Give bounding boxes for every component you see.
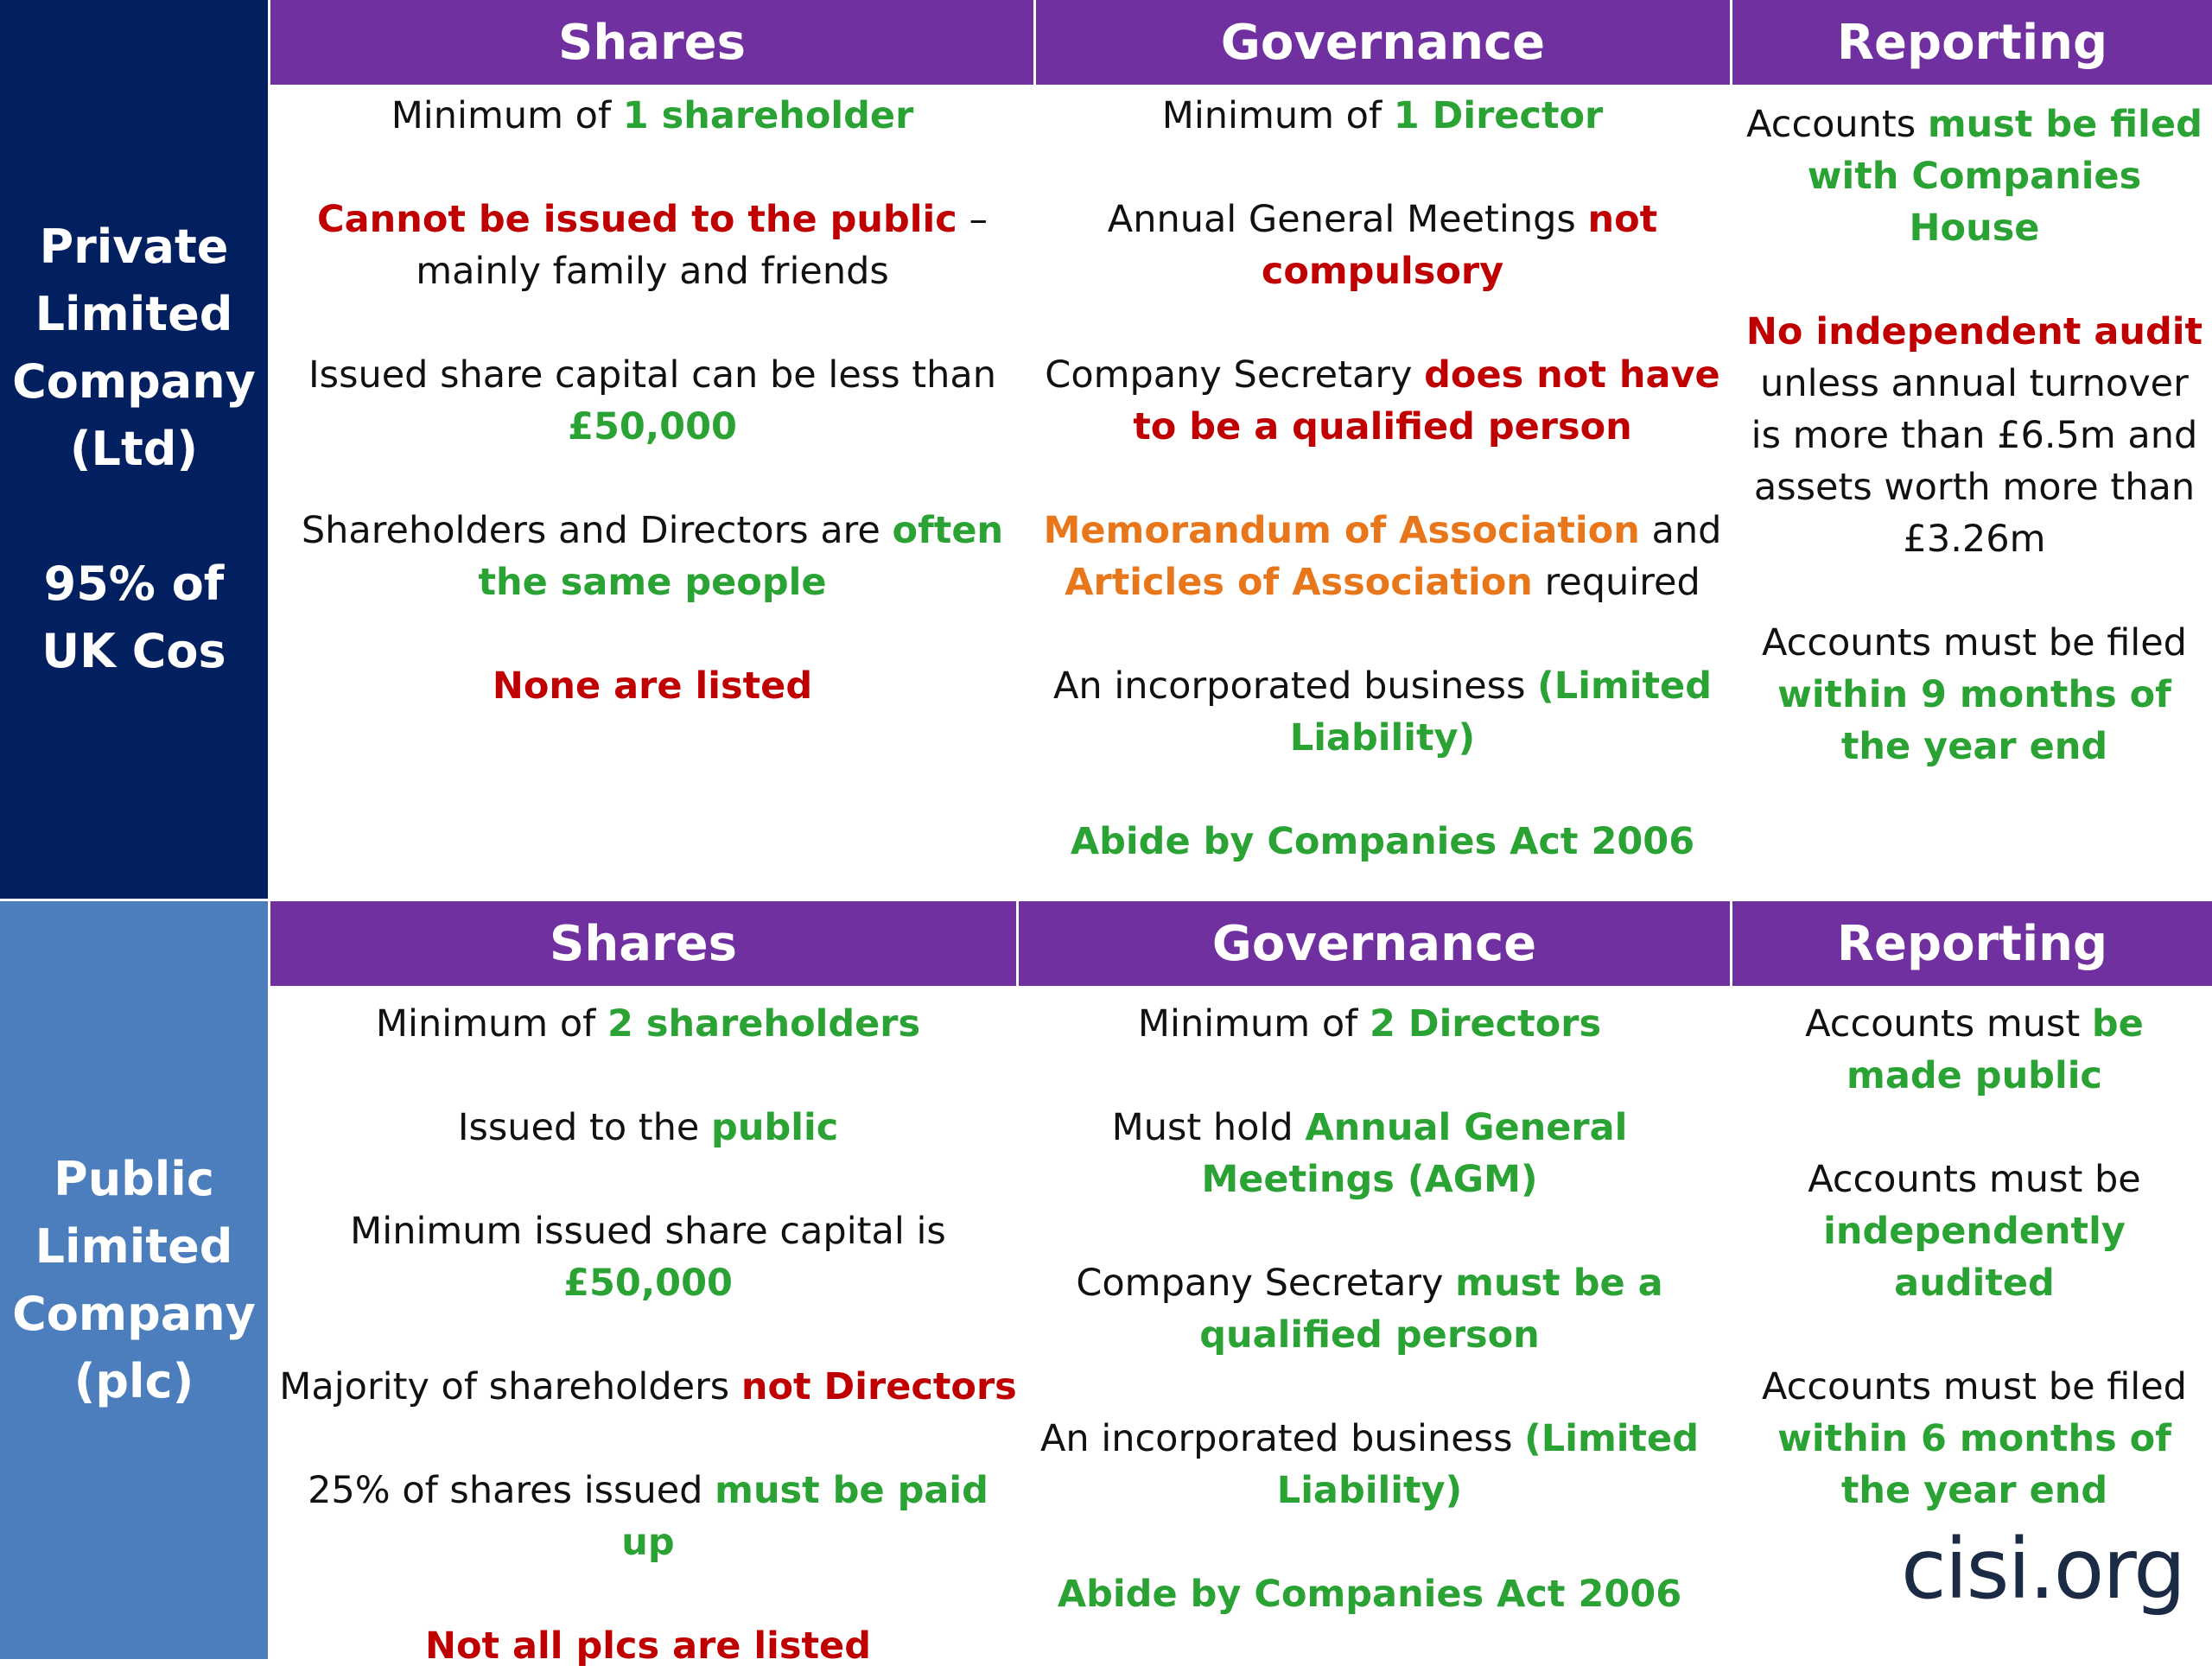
text-segment: Accounts must — [1805, 1002, 2092, 1046]
public-side-line: Company — [12, 1286, 256, 1341]
private-side-line: Private — [39, 219, 229, 274]
text-segment: 2 shareholders — [607, 1002, 921, 1046]
text-segment: Company Secretary — [1045, 353, 1425, 397]
text-segment: does not have to be a qualified person — [1133, 353, 1720, 448]
text-segment: £50,000 — [568, 405, 737, 448]
text-segment: Accounts must be — [1808, 1158, 2141, 1201]
bullet-paragraph — [1028, 1102, 1711, 1205]
text-segment: 1 shareholder — [622, 94, 914, 137]
text-segment: An incorporated business — [1053, 664, 1538, 708]
text-segment: Company Secretary — [1076, 1262, 1456, 1305]
bullet-paragraph — [276, 1102, 1020, 1154]
bullet-paragraph — [1028, 1257, 1711, 1361]
text-segment: Minimum of — [391, 94, 623, 137]
private-reporting-header: Reporting — [1732, 0, 2212, 85]
text-segment: independently audited — [1823, 1210, 2126, 1305]
text-segment: 1 Director — [1393, 94, 1604, 137]
bullet-paragraph — [276, 194, 1028, 297]
text-segment: £50,000 — [563, 1262, 733, 1305]
text-segment: Accounts must be filed — [1762, 1365, 2187, 1408]
bullet-paragraph — [1037, 194, 1728, 297]
text-segment: Minimum issued share capital is — [350, 1210, 946, 1253]
bullet-paragraph — [1037, 505, 1728, 608]
text-segment: Cannot be issued to the public — [317, 198, 957, 241]
text-segment: unless annual turnover is more than £6.5m and assets worth more than £3.26m — [1751, 362, 2198, 561]
text-segment: No independent audit — [1745, 310, 2203, 353]
bullet-paragraph — [1028, 1413, 1711, 1516]
text-segment: Majority of shareholders — [279, 1365, 741, 1408]
text-segment: Issued to the — [457, 1106, 712, 1149]
text-segment: Minimum of — [1161, 94, 1394, 137]
private-reporting-column — [1745, 99, 2203, 772]
text-segment: 25% of shares issued — [308, 1469, 715, 1512]
bullet-paragraph — [1745, 1361, 2203, 1516]
text-segment: Must hold — [1111, 1106, 1306, 1149]
public-governance-column — [1028, 998, 1711, 1620]
bullet-paragraph — [1745, 306, 2203, 565]
text-segment: often the same people — [478, 509, 1004, 604]
text-segment: not compulsory — [1261, 198, 1658, 293]
text-segment: must be filed with Companies House — [1807, 103, 2202, 250]
text-segment: Articles of Association — [1065, 561, 1533, 604]
public-reporting-header: Reporting — [1732, 901, 2212, 986]
private-side-line: Limited — [35, 287, 233, 341]
text-segment: Accounts must be filed — [1762, 621, 2187, 664]
text-segment: (Limited Liability) — [1289, 664, 1712, 760]
bullet-paragraph — [1037, 816, 1728, 868]
bullet-paragraph — [1037, 90, 1728, 142]
text-segment: (Limited Liability) — [1276, 1417, 1699, 1512]
bullet-paragraph — [276, 505, 1028, 608]
text-segment: required — [1532, 561, 1700, 604]
text-segment: must be a qualified person — [1199, 1262, 1663, 1357]
private-company-label — [0, 0, 268, 899]
private-governance-header: Governance — [1036, 0, 1730, 85]
text-segment: Shareholders and Directors are — [301, 509, 893, 552]
text-segment: 2 Directors — [1369, 1002, 1602, 1046]
text-segment: within 9 months of the year end — [1777, 673, 2171, 768]
text-segment: must be paid up — [621, 1469, 988, 1564]
bullet-paragraph — [1745, 1154, 2203, 1309]
bullet-paragraph — [1745, 99, 2203, 254]
bullet-paragraph — [276, 1620, 1020, 1672]
private-side-stat: 95% of — [43, 556, 225, 611]
text-segment: None are listed — [492, 664, 813, 708]
public-company-label — [0, 901, 268, 1659]
bullet-paragraph — [1037, 660, 1728, 764]
bullet-paragraph — [1745, 998, 2203, 1102]
bullet-paragraph — [276, 90, 1028, 142]
private-side-stat: UK Cos — [41, 624, 226, 678]
text-segment: Abide by Companies Act 2006 — [1057, 1573, 1682, 1616]
bullet-paragraph — [1745, 617, 2203, 772]
public-governance-header: Governance — [1019, 901, 1730, 986]
text-segment: Minimum of — [375, 1002, 607, 1046]
text-segment: An incorporated business — [1040, 1417, 1525, 1460]
public-reporting-column — [1745, 998, 2203, 1516]
text-segment: – mainly family and friends — [416, 198, 988, 293]
bullet-paragraph — [276, 660, 1028, 712]
bullet-paragraph — [276, 1361, 1020, 1413]
text-segment: not Directors — [741, 1365, 1017, 1408]
bullet-paragraph — [276, 998, 1020, 1050]
text-segment: Annual General Meetings — [1107, 198, 1588, 241]
text-segment: within 6 months of the year end — [1777, 1417, 2171, 1512]
text-segment: be made public — [1847, 1002, 2144, 1097]
cisi-logo: cisi.org — [1901, 1521, 2185, 1618]
bullet-paragraph — [1037, 349, 1728, 453]
text-segment: Annual General Meetings (AGM) — [1201, 1106, 1628, 1201]
private-shares-header: Shares — [270, 0, 1033, 85]
text-segment: Memorandum of Association — [1043, 509, 1640, 552]
text-segment: Abide by Companies Act 2006 — [1070, 820, 1695, 863]
private-side-line: Company — [12, 354, 256, 409]
text-segment: public — [711, 1106, 839, 1149]
private-governance-column — [1037, 90, 1728, 868]
public-side-line: (plc) — [73, 1353, 194, 1408]
text-segment: Issued share capital can be less than — [308, 353, 996, 397]
bullet-paragraph — [276, 349, 1028, 453]
private-shares-column — [276, 90, 1028, 712]
private-side-line: (Ltd) — [69, 422, 199, 476]
text-segment: Minimum of — [1137, 1002, 1370, 1046]
public-shares-header: Shares — [270, 901, 1016, 986]
bullet-paragraph — [276, 1205, 1020, 1309]
bullet-paragraph — [276, 1465, 1020, 1568]
public-side-line: Public — [54, 1151, 214, 1206]
text-segment: and — [1639, 509, 1722, 552]
public-side-line: Limited — [35, 1218, 233, 1274]
public-shares-column — [276, 998, 1020, 1672]
text-segment: Not all plcs are listed — [424, 1624, 872, 1668]
text-segment: Accounts — [1746, 103, 1928, 146]
bullet-paragraph — [1028, 998, 1711, 1050]
bullet-paragraph — [1028, 1568, 1711, 1620]
